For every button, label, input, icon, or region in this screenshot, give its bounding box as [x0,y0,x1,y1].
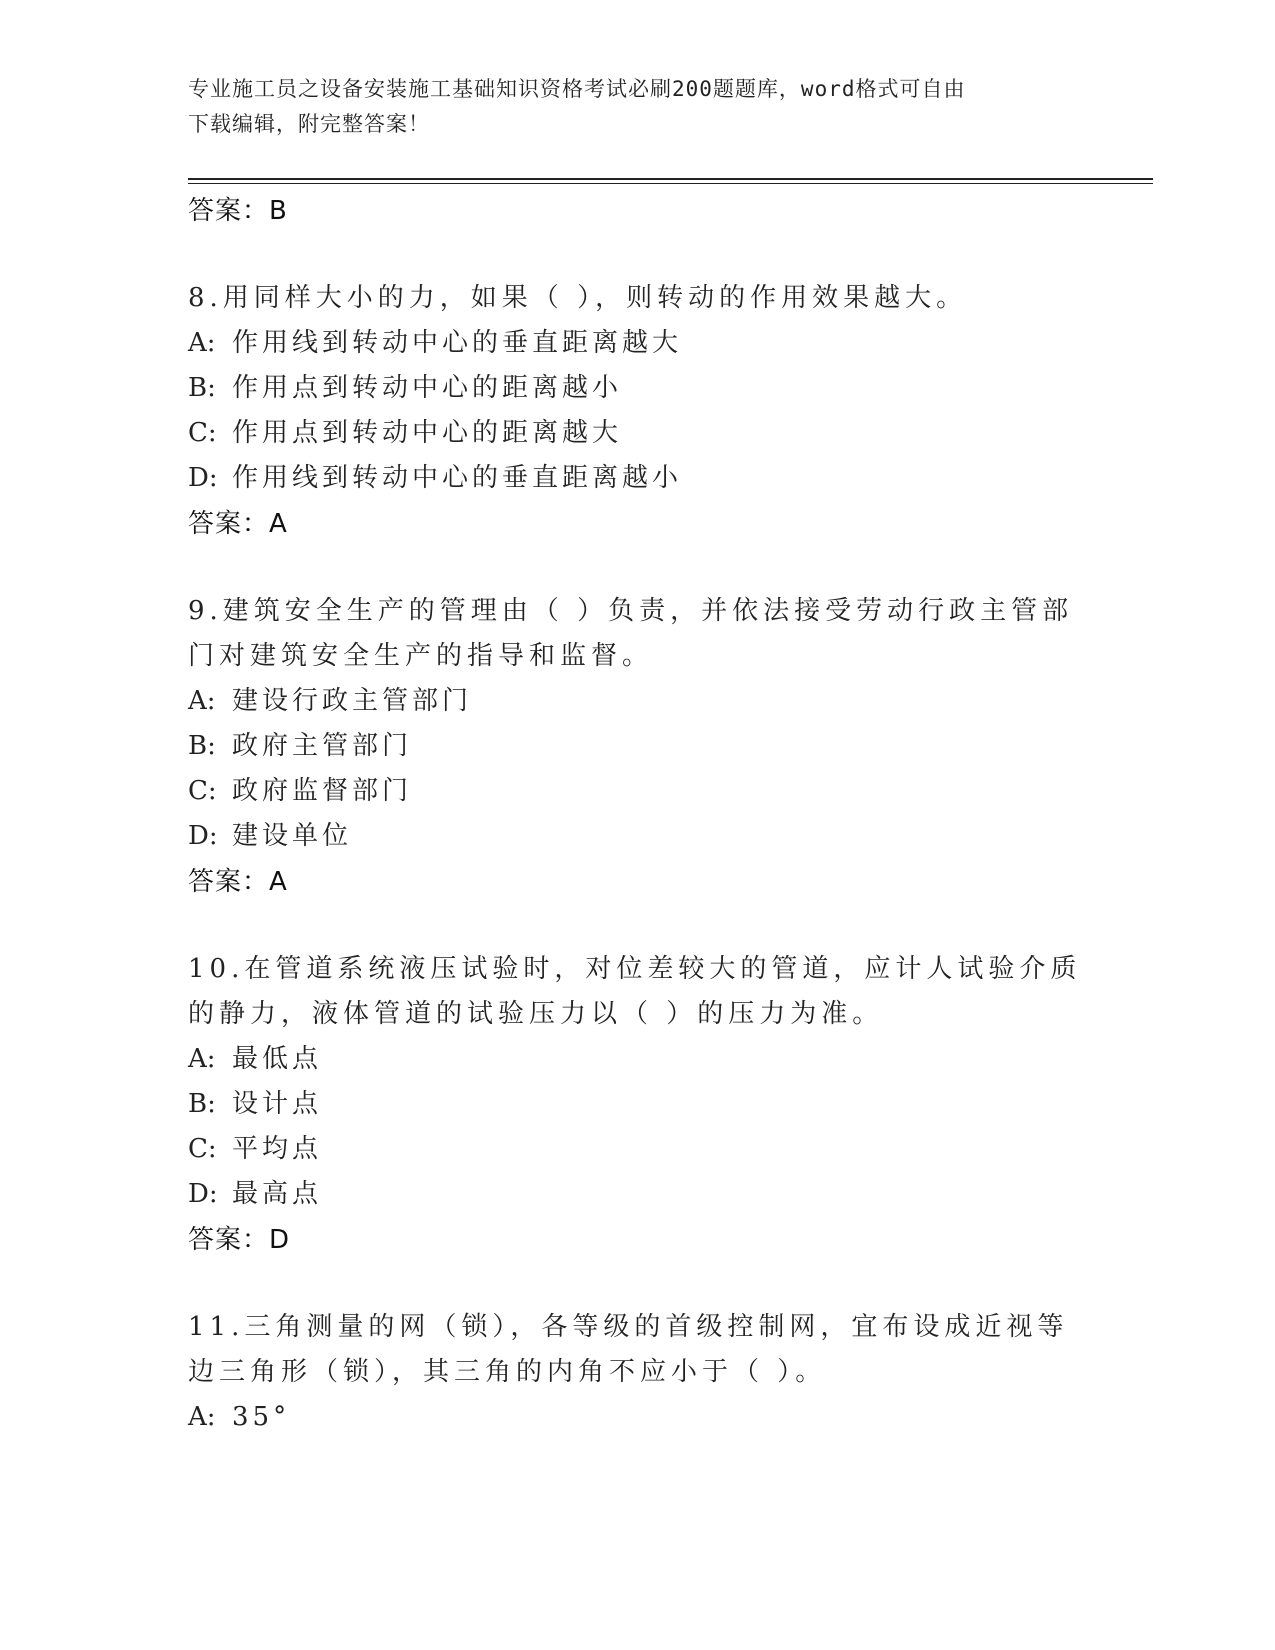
option-text: 作用线到转动中心的垂直距离越大 [232,328,683,358]
answer-line: 答案：B [188,196,288,226]
option-key: A: [188,1044,216,1074]
option-text: 政府监督部门 [232,776,413,806]
option-a [188,1037,1088,1082]
option-key: D: [188,463,218,493]
question-text: 9.建筑安全生产的管理由（ ）负责，并依法接受劳动行政主管部门对建筑安全生产的指导和监督。 [188,596,1074,671]
option-text: 35° [232,1402,291,1432]
question-item [188,1305,1088,1440]
option-key: C: [188,776,217,806]
option-key: D: [188,1179,218,1209]
question-list [188,188,1088,1440]
option-text: 作用线到转动中心的垂直距离越小 [232,463,683,493]
option-key: D: [188,821,218,851]
option-b [188,724,1088,769]
answer-line: 答案：A [188,509,288,539]
question-text: 8.用同样大小的力，如果（ ），则转动的作用效果越大。 [188,283,968,313]
question-text: 11.三角测量的网（锁），各等级的首级控制网，宜布设成近视等边三角形（锁），其三角的内角不应小于（ ）。 [188,1312,1069,1387]
option-key: C: [188,1134,217,1164]
option-key: B: [188,373,216,403]
option-key: A: [188,686,216,716]
question-text: 10.在管道系统液压试验时，对位差较大的管道，应计人试验介质的静力，液体管道的试验压力以（ ）的压力为准。 [188,954,1082,1029]
option-c [188,769,1088,814]
option-text: 作用点到转动中心的距离越小 [232,373,623,403]
option-c [188,1127,1088,1172]
option-key: C: [188,418,217,448]
option-text: 最低点 [232,1044,323,1074]
option-b [188,366,1088,411]
question-item [188,276,1088,547]
option-text: 最高点 [232,1179,323,1209]
option-key: A: [188,1402,216,1432]
option-key: A: [188,328,216,358]
option-a [188,1395,1088,1440]
option-a [188,679,1088,724]
option-text: 平均点 [232,1134,323,1164]
option-text: 建设单位 [232,821,353,851]
question-item [188,947,1088,1263]
option-a [188,321,1088,366]
option-text: 作用点到转动中心的距离越大 [232,418,623,448]
option-text: 政府主管部门 [232,731,413,761]
header-divider-thick [188,178,1153,180]
option-d [188,814,1088,859]
option-text: 设计点 [232,1089,323,1119]
option-d [188,456,1088,501]
option-b [188,1082,1088,1127]
document-header [188,72,1088,142]
header-line-1: 专业施工员之设备安装施工基础知识资格考试必刷200题题库，word格式可自由 [188,77,966,101]
option-c [188,411,1088,456]
option-key: B: [188,1089,216,1119]
header-divider-thin [188,183,1153,184]
answer-line: 答案：A [188,867,288,897]
option-key: B: [188,731,216,761]
header-line-2: 下载编辑，附完整答案！ [188,112,430,136]
option-d [188,1172,1088,1217]
option-text: 建设行政主管部门 [232,686,473,716]
answer-line: 答案：D [188,1225,291,1255]
question-item [188,589,1088,905]
